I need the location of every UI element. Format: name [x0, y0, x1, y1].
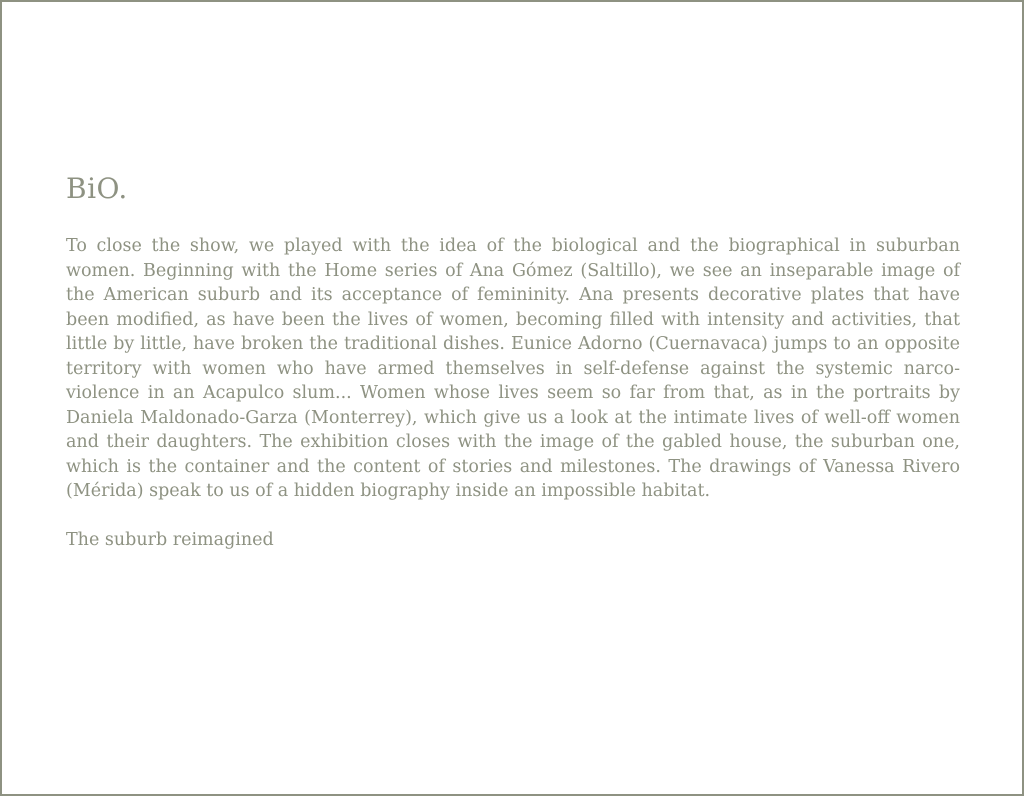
article-subtitle: The suburb reimagined: [66, 529, 274, 550]
page-title: BiO.: [66, 172, 128, 205]
article-body: To close the show, we played with the idea of the biological and the biographical in suburban women. Beginning with the Home series of Ana Gómez (Saltillo), we see an inseparable image of the American suburb and its acceptance of femininity. Ana presents decorative plates that have been modified, as have been the lives of women, becoming filled with intensity and activities, that little by little, have broken the traditional dishes. Eunice Adorno (Cuernavaca) jumps to an opposite territory with women who have armed themselves in self-defense against the systemic narco-violence in an Acapulco slum... Women whose lives seem so far from that, as in the portraits by Daniela Maldonado-Garza (Monterrey), which give us a look at the intimate lives of well-off women and their daughters. The exhibition closes with the image of the gabled house, the suburban one, which is the container and the content of stories and milestones. The drawings of Vanessa Rivero (Mérida) speak to us of a hidden biography inside an impossible habitat.: [66, 236, 960, 501]
article-content: [66, 172, 960, 552]
